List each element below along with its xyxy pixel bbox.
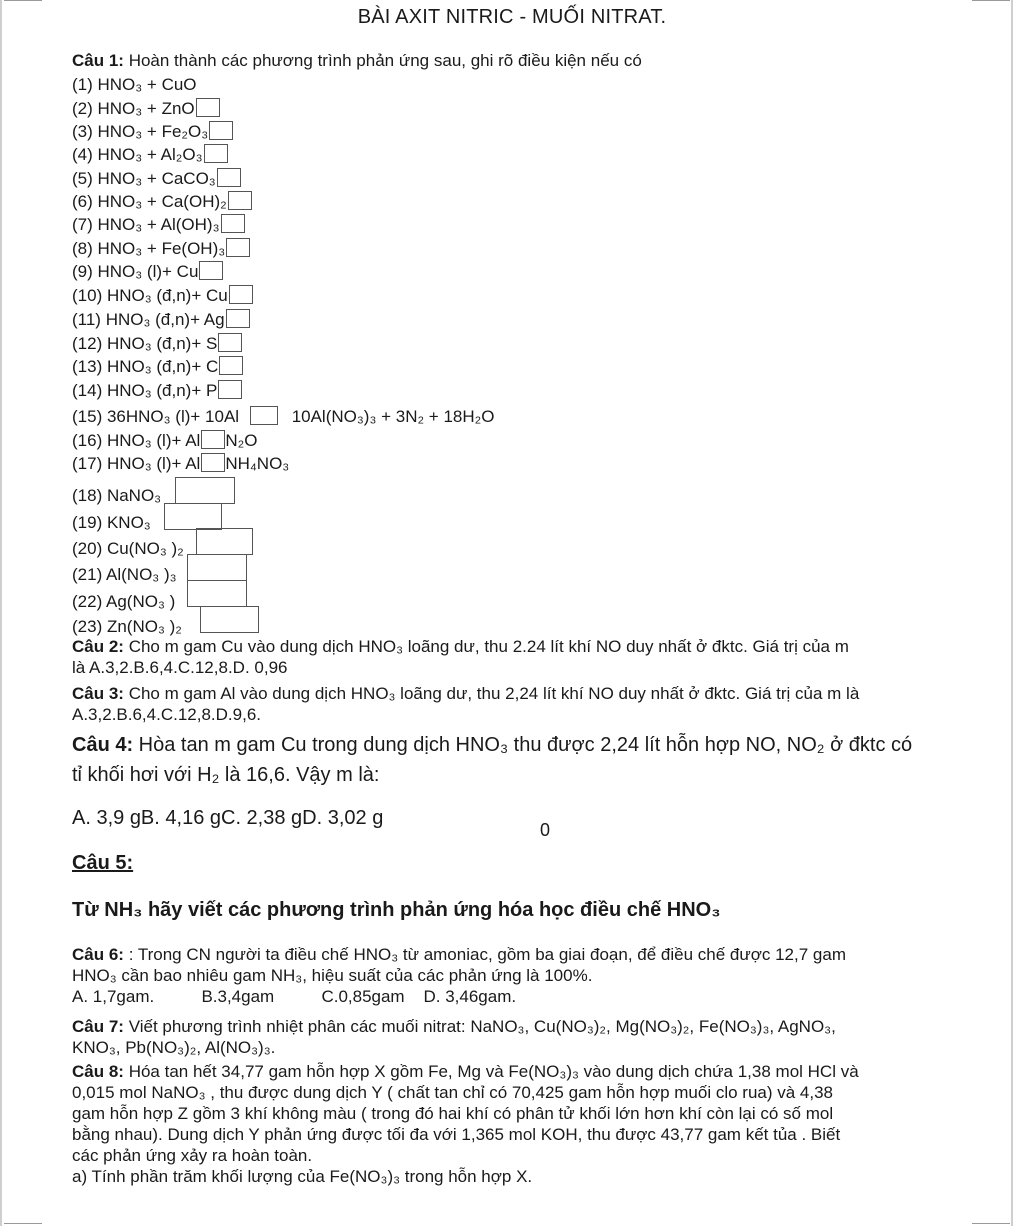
- answer-box[interactable]: [164, 503, 222, 530]
- reaction-4: (4) HNO₃ + Al₂O₃: [72, 144, 228, 165]
- answer-box[interactable]: [187, 554, 247, 581]
- reaction-15: (15) 36HNO₃ (l)+ 10Al 10Al(NO₃)₃ + 3N₂ + 18H₂O: [72, 407, 495, 426]
- salt-18: (18) NaNO₃: [72, 486, 162, 505]
- question-6-label: Câu 6:: [72, 945, 124, 964]
- answer-box[interactable]: [196, 98, 220, 117]
- question-6: Câu 6: : Trong CN người ta điều chế HNO₃ từ amoniac, gồm ba giai đoạn, để điều chế được 12,7 gam HNO₃ cần bao nhiêu gam NH₃, hiệu suất của các phản ứng là 100%. A. 1,7gam. B.3,4gam C.0,85gam D. 3,46gam.: [72, 945, 846, 1006]
- reaction-2: (2) HNO₃ + ZnO: [72, 98, 220, 119]
- question-3: Câu 3: Cho m gam Al vào dung dịch HNO₃ loãng dư, thu 2,24 lít khí NO duy nhất ở đktc. Giá trị của m là A.3,2.B.6,4.C.12,8.D.9,6.: [72, 684, 860, 724]
- question-1-text: Hoàn thành các phương trình phản ứng sau, ghi rõ điều kiện nếu có: [123, 51, 642, 70]
- question-4-answers: A. 3,9 gB. 4,16 gC. 2,38 gD. 3,02 g: [72, 807, 384, 829]
- arrow-box[interactable]: [201, 453, 225, 472]
- answer-box[interactable]: [199, 261, 223, 280]
- document-title: BÀI AXIT NITRIC - MUỐI NITRAT.: [357, 6, 667, 28]
- reaction-11: (11) HNO₃ (đ,n)+ Ag: [72, 309, 250, 330]
- answer-box[interactable]: [228, 191, 252, 210]
- question-3-label: Câu 3:: [72, 684, 124, 703]
- salt-19: (19) KNO₃: [72, 513, 151, 532]
- salt-22: (22) Ag(NO₃ ): [72, 592, 176, 611]
- salt-20: (20) Cu(NO₃ )₂: [72, 539, 184, 558]
- answer-box[interactable]: [219, 356, 243, 375]
- question-5-label: Câu 5:: [72, 852, 134, 874]
- salt-21: (21) Al(NO₃ )₃: [72, 565, 177, 584]
- question-4: Câu 4: Hòa tan m gam Cu trong dung dịch HNO₃ thu được 2,24 lít hỗn hợp NO, NO₂ ở đktc có tỉ khối hơi với H₂ là 16,6. Vậy m là:: [72, 734, 913, 786]
- answer-box[interactable]: [175, 477, 235, 504]
- question-8-label: Câu 8:: [72, 1062, 124, 1081]
- reaction-14: (14) HNO₃ (đ,n)+ P: [72, 380, 242, 401]
- reaction-9: (9) HNO₃ (l)+ Cu: [72, 261, 223, 282]
- corner-mark: [4, 1223, 42, 1224]
- question-5-text: Từ NH₃ hãy viết các phương trình phản ứng hóa học điều chế HNO₃: [72, 899, 721, 921]
- answer-box[interactable]: [200, 606, 259, 633]
- answer-box[interactable]: [221, 214, 245, 233]
- answer-box[interactable]: [209, 121, 233, 140]
- question-1-label: Câu 1:: [72, 51, 124, 70]
- question-2: Câu 2: Cho m gam Cu vào dung dịch HNO₃ loãng dư, thu 2.24 lít khí NO duy nhất ở đktc. Giá trị của m là A.3,2.B.6,4.C.12,8.D. 0,96: [72, 637, 849, 677]
- reaction-5: (5) HNO₃ + CaCO₃: [72, 168, 241, 189]
- page-left-edge: [0, 0, 2, 1226]
- answer-box[interactable]: [217, 168, 241, 187]
- answer-box[interactable]: [229, 285, 253, 304]
- corner-mark: [972, 0, 1010, 1]
- answer-box[interactable]: [226, 309, 250, 328]
- answer-box[interactable]: [218, 380, 242, 399]
- question-6-answers: A. 1,7gam. B.3,4gam C.0,85gam D. 3,46gam.: [72, 987, 517, 1006]
- question-8: Câu 8: Hóa tan hết 34,77 gam hỗn hợp X gồm Fe, Mg và Fe(NO₃)₃ vào dung dịch chứa 1,38 mol HCl và 0,015 mol NaNO₃ , thu được dung dịch Y ( chất tan chỉ có 70,425 gam hỗn hợp muối clo rua) và 4,38 gam hỗn hợp Z gồm 3 khí không màu ( trong đó hai khí có phân tử khối lớn hơn khí còn lại có số mol bằng nhau). Dung dịch Y phản ứng được tối đa với 1,365 mol KOH, thu được 43,77 gam kết tủa . Biết các phản ứng xảy ra hoàn toàn. a) Tính phần trăm khối lượng của Fe(NO₃)₃ trong hỗn hợp X.: [72, 1062, 859, 1186]
- answer-box[interactable]: [226, 238, 250, 257]
- question-1: [72, 51, 642, 71]
- salt-23: (23) Zn(NO₃ )₂: [72, 617, 182, 636]
- arrow-box[interactable]: [250, 406, 278, 425]
- answer-box[interactable]: [204, 144, 228, 163]
- answer-box[interactable]: [196, 528, 253, 555]
- answer-box[interactable]: [218, 333, 242, 352]
- reaction-12: (12) HNO₃ (đ,n)+ S: [72, 333, 242, 354]
- reaction-6: (6) HNO₃ + Ca(OH)₂: [72, 191, 252, 212]
- question-4-label: Câu 4:: [72, 734, 134, 756]
- stray-text: 0: [540, 820, 551, 840]
- reaction-8: (8) HNO₃ + Fe(OH)₃: [72, 238, 250, 259]
- reaction-13: (13) HNO₃ (đ,n)+ C: [72, 356, 243, 377]
- question-2-label: Câu 2:: [72, 637, 124, 656]
- reaction-10: (10) HNO₃ (đ,n)+ Cu: [72, 285, 253, 306]
- reaction-1: (1) HNO₃ + CuO: [72, 75, 197, 94]
- arrow-box[interactable]: [201, 430, 225, 449]
- reaction-7: (7) HNO₃ + Al(OH)₃: [72, 214, 245, 235]
- corner-mark: [972, 1223, 1010, 1224]
- reaction-16: (16) HNO₃ (l)+ Al N₂O: [72, 431, 258, 450]
- question-7-label: Câu 7:: [72, 1017, 124, 1036]
- page-right-edge: [1011, 0, 1013, 1226]
- question-8-part-a: a) Tính phần trăm khối lượng của Fe(NO₃)₃ trong hỗn hợp X.: [72, 1167, 533, 1186]
- answer-box[interactable]: [187, 580, 247, 607]
- question-7: Câu 7: Viết phương trình nhiệt phân các muối nitrat: NaNO₃, Cu(NO₃)₂, Mg(NO₃)₂, Fe(NO₃)₃, AgNO₃, KNO₃, Pb(NO₃)₂, Al(NO₃)₃.: [72, 1017, 836, 1057]
- reaction-17: (17) HNO₃ (l)+ Al NH₄NO₃: [72, 454, 290, 473]
- corner-mark: [4, 0, 42, 1]
- reaction-3: (3) HNO₃ + Fe₂O₃: [72, 121, 233, 142]
